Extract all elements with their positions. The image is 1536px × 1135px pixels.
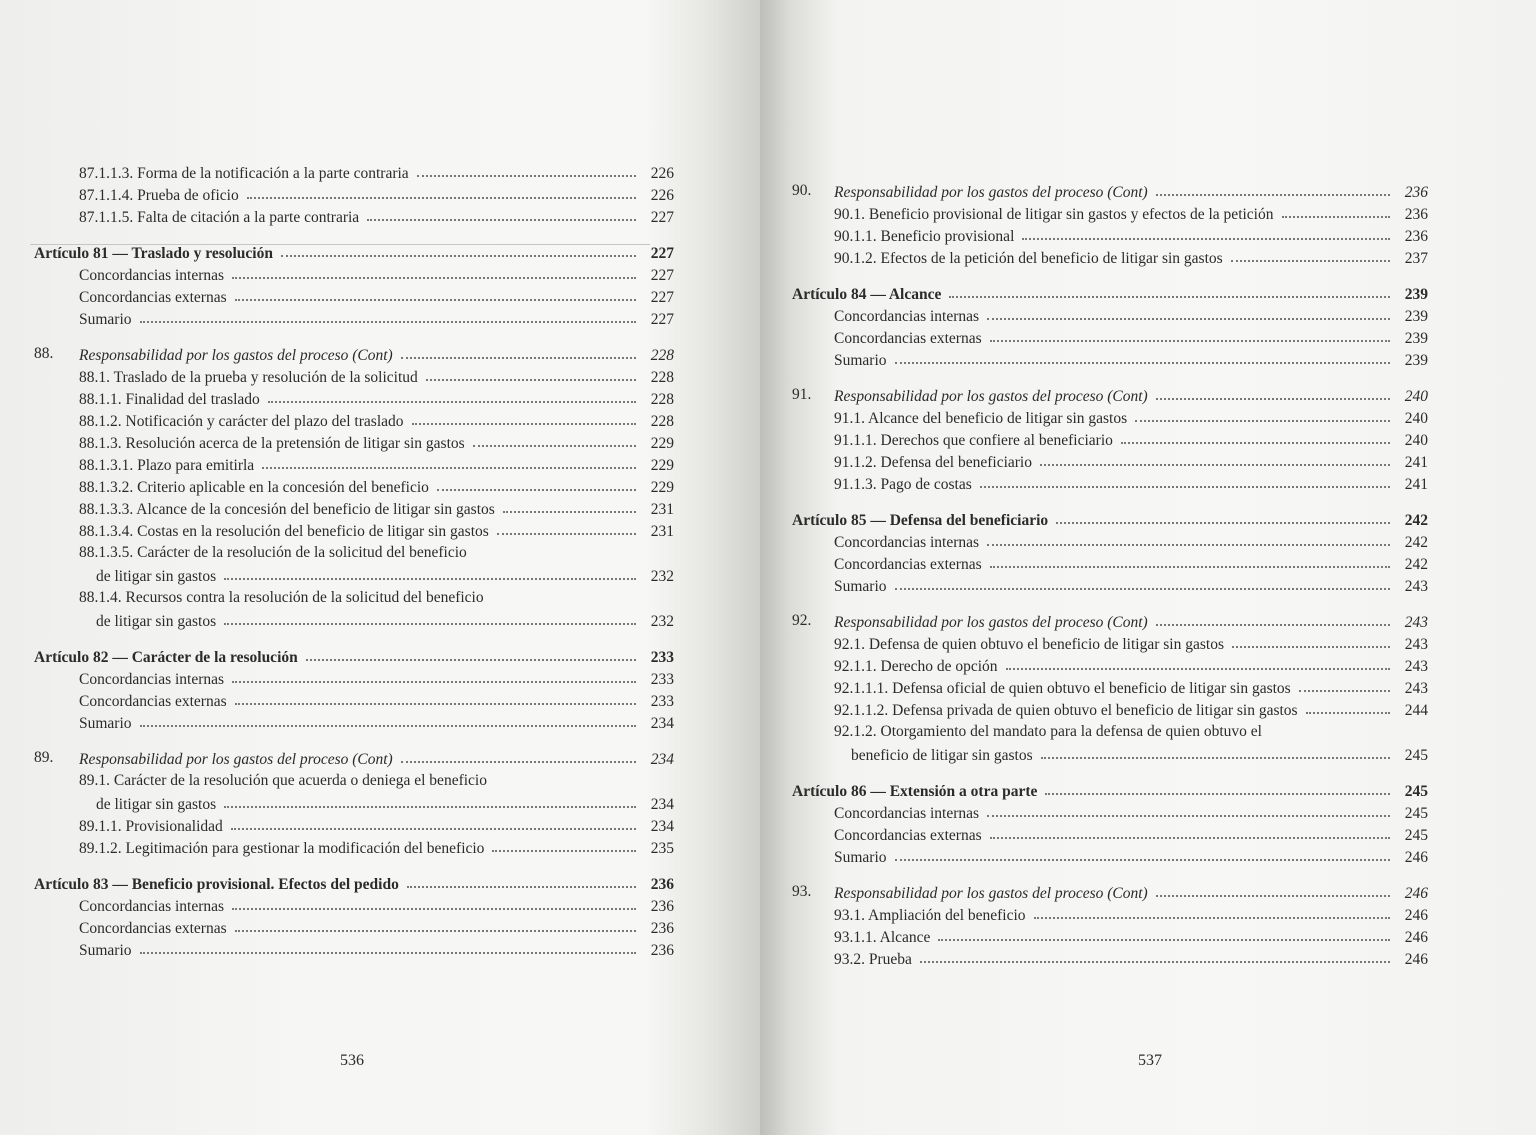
section-number: 89. <box>34 749 54 766</box>
toc-entry <box>34 586 674 607</box>
entry-title: 88.1. Traslado de la prueba y resolución de la solicitud <box>79 369 418 386</box>
dot-leader <box>497 533 636 535</box>
toc-entry <box>792 574 1428 596</box>
toc-entry <box>34 161 674 183</box>
entry-page-number: 235 <box>650 840 674 857</box>
dot-leader <box>224 806 636 808</box>
entry-page-number: 233 <box>650 693 674 710</box>
toc-entry <box>792 530 1428 552</box>
entry-page-number: 243 <box>1404 680 1428 697</box>
toc-entry <box>792 903 1428 925</box>
entry-title: 93.1. Ampliación del beneficio <box>834 907 1026 924</box>
entry-page-number: 237 <box>1404 250 1428 267</box>
toc-entry <box>792 428 1428 450</box>
entry-title: Concordancias internas <box>79 898 225 915</box>
entry-page-number: 236 <box>650 920 674 937</box>
entry-page-number: 239 <box>1404 330 1428 347</box>
entry-title: Artículo 86 — Extensión a otra parte <box>792 783 1038 800</box>
entry-page-number: 241 <box>1404 454 1428 471</box>
entry-page-number: 228 <box>650 413 674 430</box>
article-heading <box>792 282 1428 304</box>
entry-title: Concordancias externas <box>79 920 227 937</box>
dot-leader <box>367 219 636 221</box>
entry-page-number: 240 <box>1404 410 1428 427</box>
section-number: 92. <box>792 612 812 629</box>
dot-leader <box>1034 917 1390 919</box>
entry-title: Artículo 82 — Carácter de la resolución <box>34 649 298 666</box>
entry-page-number: 240 <box>1404 388 1428 405</box>
dot-leader <box>1121 442 1390 444</box>
entry-page-number: 240 <box>1404 432 1428 449</box>
toc-entry <box>34 667 674 689</box>
entry-page-number: 246 <box>1404 885 1428 902</box>
entry-title: 92.1.2. Otorgamiento del mandato para la defensa de quien obtuvo el <box>834 723 1262 740</box>
toc-entry <box>34 711 674 733</box>
dot-leader <box>247 197 636 199</box>
dot-leader <box>262 467 636 469</box>
dot-leader <box>1156 194 1390 196</box>
toc-entry <box>34 894 674 916</box>
entry-title: Concordancias internas <box>834 308 980 325</box>
entry-page-number: 236 <box>1404 206 1428 223</box>
entry-page-number: 226 <box>650 165 674 182</box>
dot-leader <box>1022 238 1390 240</box>
entry-page-number: 229 <box>650 435 674 452</box>
entry-title: 88.1.3.4. Costas en la resolución del beneficio de litigar sin gastos <box>79 523 489 540</box>
entry-title: 89.1.1. Provisionalidad <box>79 818 223 835</box>
entry-page-number: 245 <box>1404 783 1428 800</box>
entry-title: Artículo 85 — Defensa del beneficiario <box>792 512 1049 529</box>
dot-leader <box>492 850 636 852</box>
entry-title: Sumario <box>834 849 887 866</box>
toc-entry <box>34 205 674 227</box>
entry-title: 92.1.1.1. Defensa oficial de quien obtuvo el beneficio de litigar sin gastos <box>834 680 1291 697</box>
entry-title: 90.1.1. Beneficio provisional <box>834 228 1015 245</box>
toc-entry <box>34 562 674 586</box>
dot-leader <box>1231 260 1390 262</box>
entry-page-number: 243 <box>1404 578 1428 595</box>
toc-entry <box>34 183 674 205</box>
entry-page-number: 242 <box>1404 512 1428 529</box>
toc-entry <box>34 431 674 453</box>
section-heading <box>792 384 1428 406</box>
dot-leader <box>232 277 636 279</box>
toc-entry <box>34 453 674 475</box>
entry-page-number: 234 <box>650 751 674 768</box>
entry-title: 88.1.4. Recursos contra la resolución de la solicitud del beneficio <box>79 589 484 606</box>
entry-title: 88.1.2. Notificación y carácter del plazo del traslado <box>79 413 404 430</box>
dot-leader <box>401 357 636 359</box>
toc-entry <box>34 769 674 790</box>
dot-leader <box>437 489 636 491</box>
dot-leader <box>426 379 636 381</box>
entry-title: Artículo 81 — Traslado y resolución <box>34 245 273 262</box>
dot-leader <box>140 321 636 323</box>
article-heading <box>34 241 674 263</box>
article-heading <box>34 645 674 667</box>
entry-page-number: 228 <box>650 369 674 386</box>
toc-list-right <box>792 166 1428 969</box>
entry-title: 89.1. Carácter de la resolución que acuerda o deniega el beneficio <box>79 772 487 789</box>
entry-title: Concordancias externas <box>79 289 227 306</box>
article-heading <box>792 779 1428 801</box>
entry-page-number: 246 <box>1404 929 1428 946</box>
toc-entry <box>792 224 1428 246</box>
section-number: 90. <box>792 182 812 199</box>
dot-leader <box>990 837 1390 839</box>
dot-leader <box>232 681 636 683</box>
dot-leader <box>1232 646 1390 648</box>
entry-title: Responsabilidad por los gastos del proceso (Cont) <box>834 885 1148 902</box>
dot-leader <box>1156 398 1390 400</box>
entry-page-number: 231 <box>650 523 674 540</box>
dot-leader <box>1041 757 1390 759</box>
entry-title: 87.1.1.5. Falta de citación a la parte contraria <box>79 209 360 226</box>
toc-entry <box>34 307 674 329</box>
dot-leader <box>473 445 636 447</box>
dot-leader <box>1156 624 1390 626</box>
dot-leader <box>407 886 636 888</box>
toc-entry <box>792 246 1428 268</box>
entry-page-number: 234 <box>650 818 674 835</box>
entry-page-number: 231 <box>650 501 674 518</box>
dot-leader <box>1299 690 1390 692</box>
entry-page-number: 232 <box>650 613 674 630</box>
entry-page-number: 234 <box>650 796 674 813</box>
toc-entry <box>792 654 1428 676</box>
toc-entry <box>792 326 1428 348</box>
entry-page-number: 226 <box>650 187 674 204</box>
dot-leader <box>231 828 636 830</box>
page-number: 537 <box>1138 1052 1162 1069</box>
entry-title: 90.1.2. Efectos de la petición del beneficio de litigar sin gastos <box>834 250 1223 267</box>
section-number: 91. <box>792 386 812 403</box>
toc-entry <box>792 450 1428 472</box>
section-number: 88. <box>34 345 54 362</box>
entry-title: Responsabilidad por los gastos del proceso (Cont) <box>834 614 1148 631</box>
toc-entry <box>34 365 674 387</box>
entry-title: 91.1.3. Pago de costas <box>834 476 972 493</box>
dot-leader <box>235 703 636 705</box>
page-number: 536 <box>340 1052 364 1069</box>
entry-title: 93.2. Prueba <box>834 951 912 968</box>
dot-leader <box>224 623 636 625</box>
dot-leader <box>1282 216 1391 218</box>
dot-leader <box>987 815 1390 817</box>
entry-page-number: 227 <box>650 267 674 284</box>
section-number: 93. <box>792 883 812 900</box>
entry-title: Concordancias externas <box>834 827 982 844</box>
entry-page-number: 229 <box>650 479 674 496</box>
article-heading <box>34 872 674 894</box>
entry-page-number: 236 <box>1404 184 1428 201</box>
entry-page-number: 242 <box>1404 534 1428 551</box>
dot-leader <box>1040 464 1390 466</box>
dot-leader <box>949 296 1390 298</box>
entry-page-number: 243 <box>1404 614 1428 631</box>
toc-entry <box>792 552 1428 574</box>
toc-entry <box>792 845 1428 867</box>
toc-entry <box>34 689 674 711</box>
entry-title: Sumario <box>79 942 132 959</box>
toc-entry <box>792 925 1428 947</box>
entry-page-number: 246 <box>1404 951 1428 968</box>
section-heading <box>34 343 674 365</box>
entry-page-number: 242 <box>1404 556 1428 573</box>
dot-leader <box>268 401 636 403</box>
entry-page-number: 227 <box>650 311 674 328</box>
left-page <box>0 0 760 1135</box>
entry-page-number: 236 <box>650 942 674 959</box>
entry-title: Concordancias internas <box>79 671 225 688</box>
toc-entry <box>34 541 674 562</box>
dot-leader <box>224 578 636 580</box>
dot-leader <box>401 761 636 763</box>
entry-title: 92.1.1. Derecho de opción <box>834 658 998 675</box>
entry-title: Concordancias externas <box>834 330 982 347</box>
dot-leader <box>990 340 1390 342</box>
toc-entry <box>34 263 674 285</box>
entry-title: 90.1. Beneficio provisional de litigar sin gastos y efectos de la petición <box>834 206 1274 223</box>
entry-title: Artículo 83 — Beneficio provisional. Efectos del pedido <box>34 876 399 893</box>
dot-leader <box>412 423 636 425</box>
dot-leader <box>895 859 1390 861</box>
toc-entry <box>34 790 674 814</box>
toc-entry <box>34 285 674 307</box>
toc-entry <box>792 348 1428 370</box>
entry-page-number: 233 <box>650 671 674 688</box>
entry-title: 92.1.1.2. Defensa privada de quien obtuvo el beneficio de litigar sin gastos <box>834 702 1298 719</box>
dot-leader <box>232 908 636 910</box>
entry-title: 89.1.2. Legitimación para gestionar la modificación del beneficio <box>79 840 485 857</box>
dot-leader <box>1006 668 1390 670</box>
toc-entry <box>34 409 674 431</box>
entry-title: Concordancias externas <box>834 556 982 573</box>
entry-title: Concordancias internas <box>79 267 225 284</box>
entry-page-number: 239 <box>1404 352 1428 369</box>
entry-title: Responsabilidad por los gastos del proceso (Cont) <box>834 388 1148 405</box>
entry-title: 87.1.1.3. Forma de la notificación a la parte contraria <box>79 165 409 182</box>
entry-title: 91.1.1. Derechos que confiere al beneficiario <box>834 432 1113 449</box>
toc-entry <box>792 472 1428 494</box>
dot-leader <box>235 299 636 301</box>
entry-page-number: 229 <box>650 457 674 474</box>
entry-title: 93.1.1. Alcance <box>834 929 931 946</box>
toc-entry <box>34 938 674 960</box>
toc-entry <box>792 720 1428 741</box>
entry-title: Concordancias internas <box>834 534 980 551</box>
toc-entry <box>792 304 1428 326</box>
entry-title: Sumario <box>79 311 132 328</box>
section-heading <box>34 747 674 769</box>
toc-entry <box>792 632 1428 654</box>
section-heading <box>792 881 1428 903</box>
entry-page-number: 227 <box>650 209 674 226</box>
entry-page-number: 243 <box>1404 658 1428 675</box>
entry-page-number: 236 <box>1404 228 1428 245</box>
dot-leader <box>895 588 1390 590</box>
entry-title: 91.1. Alcance del beneficio de litigar sin gastos <box>834 410 1128 427</box>
entry-title: Sumario <box>834 578 887 595</box>
entry-title: 92.1. Defensa de quien obtuvo el beneficio de litigar sin gastos <box>834 636 1224 653</box>
toc-entry <box>34 519 674 541</box>
entry-title: 88.1.3.1. Plazo para emitirla <box>79 457 255 474</box>
entry-title: Concordancias internas <box>834 805 980 822</box>
entry-page-number: 245 <box>1404 747 1428 764</box>
toc-entry <box>34 607 674 631</box>
dot-leader <box>417 175 636 177</box>
dot-leader <box>1156 895 1390 897</box>
entry-title: 87.1.1.4. Prueba de oficio <box>79 187 239 204</box>
entry-page-number: 246 <box>1404 907 1428 924</box>
entry-title: 88.1.3.2. Criterio aplicable en la concesión del beneficio <box>79 479 429 496</box>
toc-entry <box>34 387 674 409</box>
entry-page-number: 234 <box>650 715 674 732</box>
dot-leader <box>1045 793 1390 795</box>
dot-leader <box>503 511 636 513</box>
section-heading <box>792 180 1428 202</box>
dot-leader <box>140 725 636 727</box>
entry-page-number: 232 <box>650 568 674 585</box>
toc-entry <box>792 202 1428 224</box>
dot-leader <box>980 486 1390 488</box>
dot-leader <box>987 544 1390 546</box>
toc-entry <box>792 801 1428 823</box>
toc-entry <box>34 497 674 519</box>
entry-page-number: 228 <box>650 347 674 364</box>
entry-page-number: 236 <box>650 898 674 915</box>
entry-title: Sumario <box>79 715 132 732</box>
toc-entry <box>792 823 1428 845</box>
entry-page-number: 241 <box>1404 476 1428 493</box>
entry-title: de litigar sin gastos <box>96 796 217 813</box>
dot-leader <box>306 659 636 661</box>
entry-page-number: 233 <box>650 649 674 666</box>
entry-title: Artículo 84 — Alcance <box>792 286 942 303</box>
entry-page-number: 227 <box>650 245 674 262</box>
entry-title: Concordancias externas <box>79 693 227 710</box>
entry-title: 88.1.3. Resolución acerca de la pretensión de litigar sin gastos <box>79 435 465 452</box>
dot-leader <box>938 939 1390 941</box>
dot-leader <box>987 318 1390 320</box>
dot-leader <box>990 566 1390 568</box>
toc-entry <box>792 406 1428 428</box>
entry-page-number: 227 <box>650 289 674 306</box>
right-page <box>760 0 1536 1135</box>
dot-leader <box>1306 712 1390 714</box>
article-heading <box>792 508 1428 530</box>
entry-page-number: 244 <box>1404 702 1428 719</box>
entry-title: 88.1.1. Finalidad del traslado <box>79 391 260 408</box>
dot-leader <box>1135 420 1390 422</box>
entry-page-number: 245 <box>1404 827 1428 844</box>
entry-title: 88.1.3.5. Carácter de la resolución de la solicitud del beneficio <box>79 544 467 561</box>
dot-leader <box>235 930 636 932</box>
entry-title: de litigar sin gastos <box>96 568 217 585</box>
toc-entry <box>792 947 1428 969</box>
entry-title: beneficio de litigar sin gastos <box>851 747 1033 764</box>
entry-title: 88.1.3.3. Alcance de la concesión del beneficio de litigar sin gastos <box>79 501 495 518</box>
toc-entry <box>34 475 674 497</box>
entry-title: de litigar sin gastos <box>96 613 217 630</box>
entry-page-number: 245 <box>1404 805 1428 822</box>
section-heading <box>792 610 1428 632</box>
toc-entry <box>792 741 1428 765</box>
entry-page-number: 236 <box>650 876 674 893</box>
entry-title: Responsabilidad por los gastos del proceso (Cont) <box>834 184 1148 201</box>
dot-leader <box>140 952 636 954</box>
toc-entry <box>792 698 1428 720</box>
entry-title: 91.1.2. Defensa del beneficiario <box>834 454 1032 471</box>
toc-entry <box>34 836 674 858</box>
entry-page-number: 239 <box>1404 308 1428 325</box>
toc-entry <box>34 814 674 836</box>
entry-title: Responsabilidad por los gastos del proceso (Cont) <box>79 347 393 364</box>
entry-title: Sumario <box>834 352 887 369</box>
entry-page-number: 228 <box>650 391 674 408</box>
toc-list-left <box>34 161 674 960</box>
dot-leader <box>1056 522 1390 524</box>
entry-page-number: 243 <box>1404 636 1428 653</box>
entry-page-number: 246 <box>1404 849 1428 866</box>
dot-leader <box>281 255 636 257</box>
dot-leader <box>895 362 1390 364</box>
entry-page-number: 239 <box>1404 286 1428 303</box>
toc-entry <box>34 916 674 938</box>
dot-leader <box>920 961 1390 963</box>
entry-title: Responsabilidad por los gastos del proceso (Cont) <box>79 751 393 768</box>
toc-entry <box>792 676 1428 698</box>
